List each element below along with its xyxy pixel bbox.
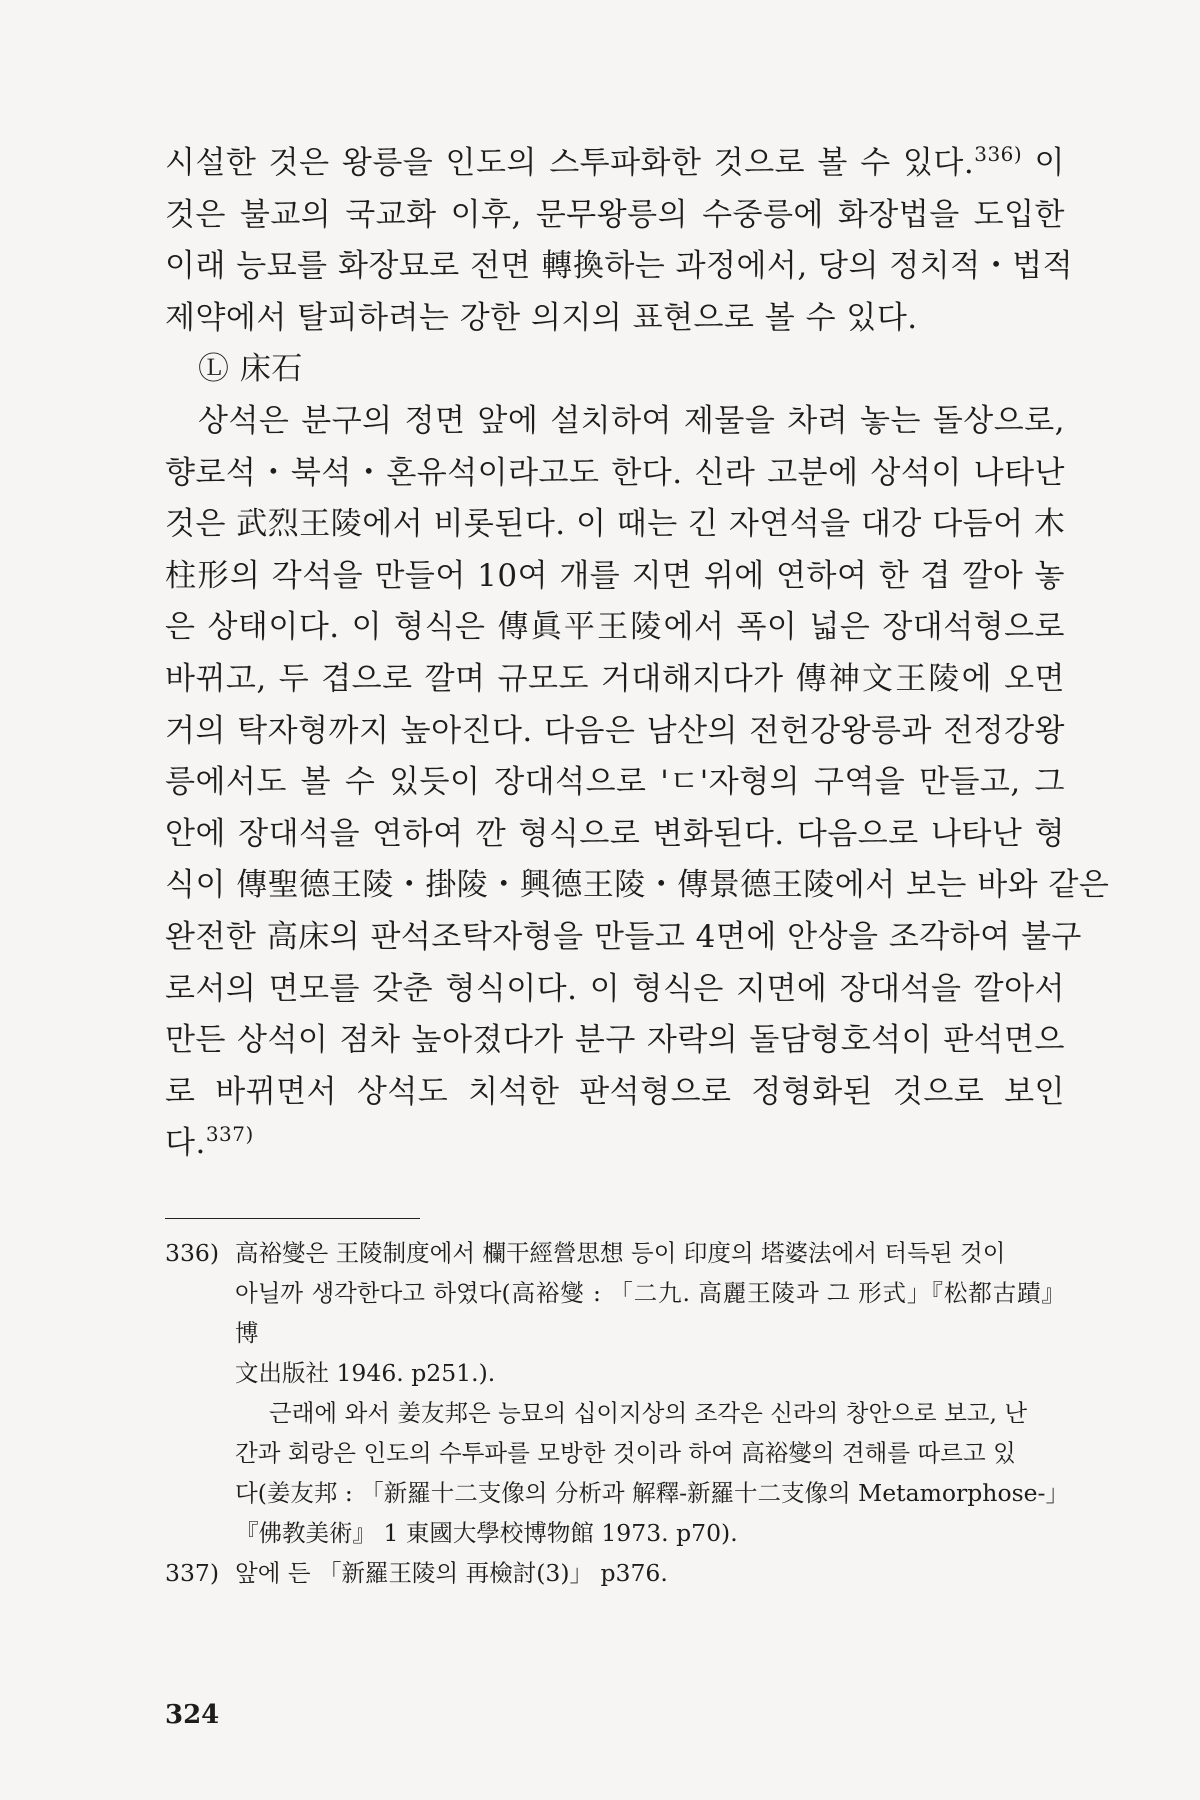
footnote-divider: [165, 1218, 420, 1219]
text-line: 향로석・북석・혼유석이라고도 한다. 신라 고분에 상석이 나타난: [165, 454, 1065, 491]
body-paragraph-1: [165, 138, 1110, 1170]
footnote-text: 앞에 든 「新羅王陵의 再檢討(3)」 p376.: [235, 1559, 668, 1587]
text-line: 바뀌고, 두 겹으로 깔며 규모도 거대해지다가 傳神文王陵에 오면: [165, 660, 1065, 697]
page-number: 324: [165, 1700, 220, 1730]
text-line: 柱形의 각석을 만들어 10여 개를 지면 위에 연하여 한 겹 깔아 놓: [165, 557, 1065, 594]
footnote-ref-336: 336): [974, 142, 1023, 166]
text-line: 상석은 분구의 정면 앞에 설치하여 제물을 차려 놓는 돌상으로,: [198, 402, 1065, 439]
text-line: 제약에서 탈피하려는 강한 의지의 표현으로 볼 수 있다.: [165, 299, 918, 336]
text-line: 거의 탁자형까지 높아진다. 다음은 남산의 전헌강왕릉과 전정강왕: [165, 712, 1065, 749]
text-line: 다.$^{337)}$: [165, 1122, 254, 1162]
text-line: 로 바뀌면서 상석도 치석한 판석형으로 정형화된 것으로 보인: [165, 1073, 1065, 1110]
footnote-number: 337): [165, 1559, 220, 1587]
footnote-337: [165, 1553, 1065, 1593]
text-line: 로서의 면모를 갖춘 형식이다. 이 형식은 지면에 장대석을 깔아서: [165, 970, 1065, 1007]
footnote-text: 高裕燮은 王陵制度에서 欄干經營思想 등이 印度의 塔婆法에서 터득된 것이 아닐까 생각한다고 하였다(高裕燮 : 「二九. 高麗王陵과 그 形式」『松都古蹟』 博 文出版社 1946. p251.).: [235, 1239, 1065, 1387]
text-line: 식이 傳聖德王陵・掛陵・興德王陵・傳景德王陵에서 보는 바와 같은: [165, 867, 1110, 904]
text-line: 이래 능묘를 화장묘로 전면 轉換하는 과정에서, 당의 정치적・법적: [165, 248, 1074, 285]
text-line: 만든 상석이 점차 높아졌다가 분구 자락의 돌담형호석이 판석면으: [165, 1022, 1065, 1059]
text-line: 시설한 것은 왕릉을 인도의 스투파화한 것으로 볼 수 있다.$^{336)}$ 이: [165, 142, 1065, 181]
footnote-336-continued: 근래에 와서 姜友邦은 능묘의 십이지상의 조각은 신라의 창안으로 보고, 난 간과 회랑은 인도의 수투파를 모방한 것이라 하여 高裕燮의 견해를 따르고 있 다(姜友邦 : 「新羅十二支像의 分析과 解釋-新羅十二支像의 Metamorphose-」 『佛教美術』 1 東國大學校博物館 1973. p70).: [235, 1399, 1070, 1547]
text-line: 은 상태이다. 이 형식은 傳眞平王陵에서 폭이 넓은 장대석형으로: [165, 609, 1065, 646]
text-line: 안에 장대석을 연하여 깐 형식으로 변화된다. 다음으로 나타난 형: [165, 815, 1065, 852]
text-line: 것은 불교의 국교화 이후, 문무왕릉의 수중릉에 화장법을 도입한: [165, 196, 1065, 233]
footnote-number: 336): [165, 1239, 220, 1267]
main-text: [165, 138, 1110, 1170]
text-line: 것은 武烈王陵에서 비롯된다. 이 때는 긴 자연석을 대강 다듬어 木: [165, 506, 1066, 543]
section-heading: Ⓛ 床石: [198, 351, 303, 388]
text-line: 릉에서도 볼 수 있듯이 장대석으로 'ㄷ'자형의 구역을 만들고, 그: [165, 764, 1065, 801]
footnote-ref-337: 337): [205, 1122, 254, 1147]
footnote-336: [165, 1233, 1065, 1393]
footnotes: [165, 1233, 1070, 1593]
text-line: 완전한 高床의 판석조탁자형을 만들고 4면에 안상을 조각하여 불구: [165, 918, 1082, 955]
